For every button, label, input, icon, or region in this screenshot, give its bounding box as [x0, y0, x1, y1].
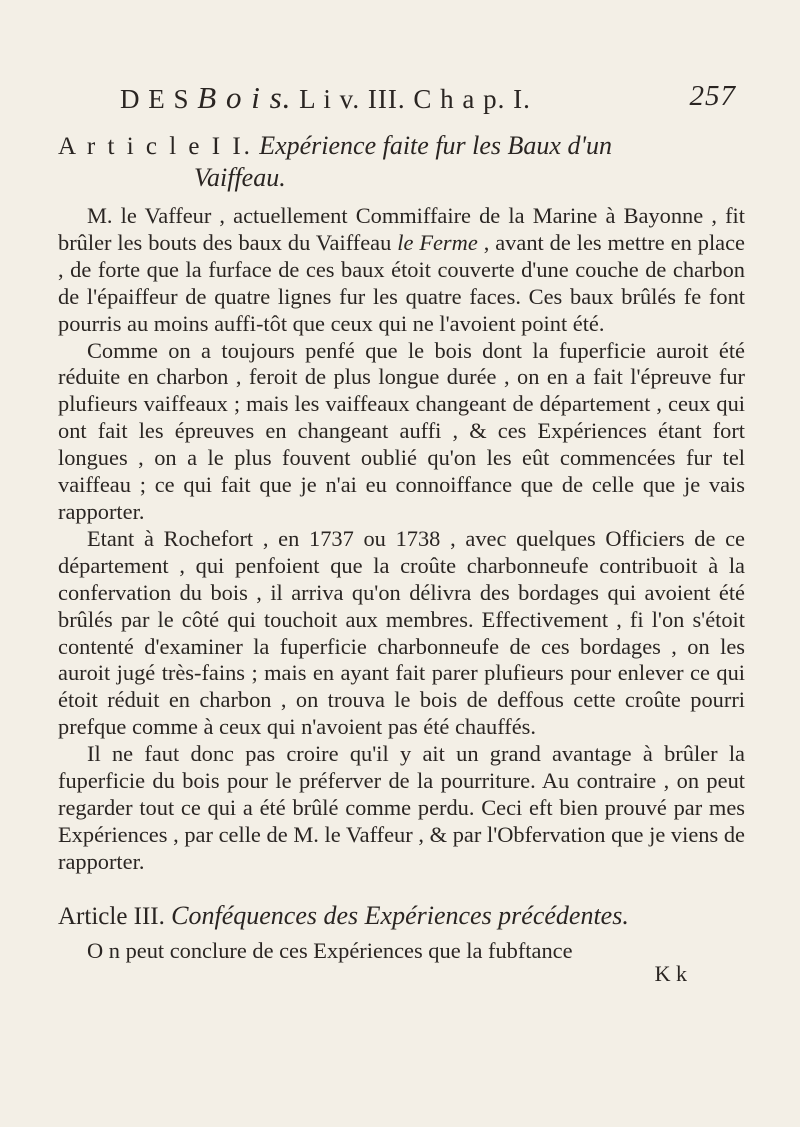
page-body [58, 130, 745, 987]
paragraph-1-text: M. le Vaffeur , actuellement Commiffaire de la Marine à Bayonne , fit brûler les bouts des baux du Vaiffeau [58, 203, 745, 255]
running-head-chapter: L i v. III. C h a p. I. [291, 84, 531, 114]
article-2-title-line2: Vaiffeau. [194, 163, 286, 192]
article-3-heading [58, 900, 745, 932]
article-3-title: Conféquences des Expériences précédentes. [171, 900, 629, 930]
article-2-label: A r t i c l e I I. [58, 133, 253, 160]
paragraph-1 [58, 203, 745, 338]
ship-name: le Ferme [397, 229, 478, 255]
page-number: 257 [689, 80, 736, 112]
article-2-title-line1: Expérience faite fur les Baux d'un [259, 131, 613, 160]
paragraph-3: Etant à Rochefort , en 1737 ou 1738 , avec quelques Officiers de ce département , qui penfoient que la croûte charbonneufe contribuoit à la confervation du bois , il arriva qu'on délivra des bordages qui avoient été brûlés par le côté qui touchoit aux membres. Effectivement , fi l'on s'étoit contenté d'examiner la fuperficie charbonneufe de ces bordages , on les auroit jugé très-fains ; mais en ayant fait parer plufieurs pour enlever ce qui étoit réduit en charbon , on trouva le bois de deffous cette croûte pourri prefque comme à ceux qui n'avoient pas été chauffés. [58, 525, 745, 740]
article-3-label: Article III. [58, 902, 165, 930]
article-2-heading [58, 130, 745, 193]
paragraph-5-lead: O n [87, 937, 120, 963]
catchword: K k [654, 960, 687, 986]
paragraph-1-text-cont: , avant de les mettre en place , de forte que la furface de ces baux étoit couverte d'une couche de charbon de l'épaiffeur de quatre lignes fur les quatre faces. Ces baux brûlés fe font pourris au moins auffi-tôt que ceux qui ne l'avoient point été. [58, 229, 745, 336]
running-head [62, 80, 738, 120]
running-head-prefix: D E S [120, 84, 198, 114]
paragraph-5-text: peut conclure de ces Expériences que la fubftance [119, 937, 573, 963]
paragraph-4: Il ne faut donc pas croire qu'il y ait un grand avantage à brûler la fuperficie du bois pour le préferver de la pourriture. Au contraire , on peut regarder tout ce qui a été brûlé comme perdu. Ceci eft bien prouvé par mes Expériences , par celle de M. le Vaffeur , & par l'Obfervation que je viens de rapporter. [58, 741, 745, 874]
running-head-bois: B o i s. [197, 80, 292, 115]
running-head-title [120, 80, 531, 116]
paragraph-2: Comme on a toujours penfé que le bois dont la fuperficie auroit été réduite en charbon , feroit de plus longue durée , on en a fait l'épreuve fur plufieurs vaiffeaux ; mais les vaiffeaux changeant de département , ceux qui ont fait les épreuves en changeant auffi , & ces Expériences étant fort longues , on a le plus fouvent oublié qu'on les eût commencées fur tel vaiffeau ; ce qui fait que je n'ai eu connoiffance que de celle que je vais rapporter. [58, 337, 745, 524]
